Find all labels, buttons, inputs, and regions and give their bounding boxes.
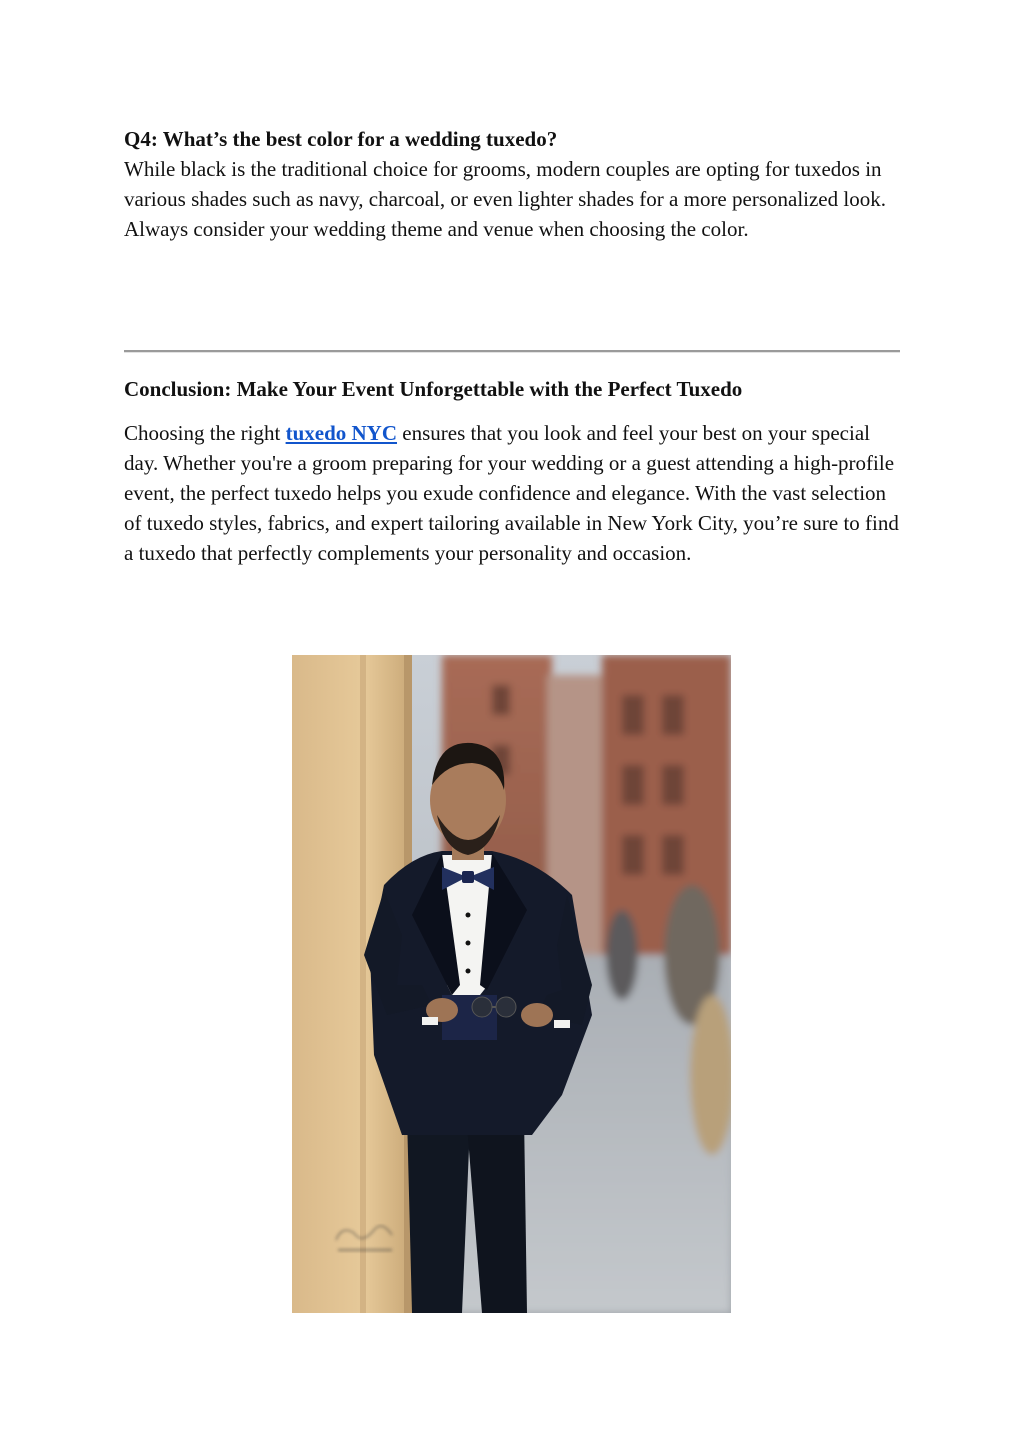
- conclusion-heading: Conclusion: Make Your Event Unforgettable with the Perfect Tuxedo: [124, 377, 743, 401]
- faq-answer-paragraph: While black is the traditional choice for grooms, modern couples are opting for tuxedos in various shades such as navy, charcoal, or even lighter shades for a more personalized look. Always consider your wedding theme and venue when choosing the color.: [124, 157, 886, 241]
- horizontal-divider: [124, 350, 900, 353]
- groom-tuxedo-photo: [292, 655, 731, 1313]
- tuxedo-nyc-link[interactable]: tuxedo NYC: [285, 421, 398, 445]
- conclusion-text-after-link: ensures that you look and feel your best on your special day. Whether you're a groom preparing for your wedding or a guest attending a high-profile event, the perfect tuxedo helps you exude confidence and elegance. With the vast selection of tuxedo styles, fabrics, and expert tailoring available in New York City, you’re sure to find a tuxedo that perfectly complements your personality and occasion.: [124, 421, 899, 565]
- faq-question-heading: Q4: What’s the best color for a wedding tuxedo?: [124, 127, 558, 151]
- conclusion-text-before-link: Choosing the right: [124, 421, 286, 445]
- conclusion-paragraph: [124, 418, 904, 568]
